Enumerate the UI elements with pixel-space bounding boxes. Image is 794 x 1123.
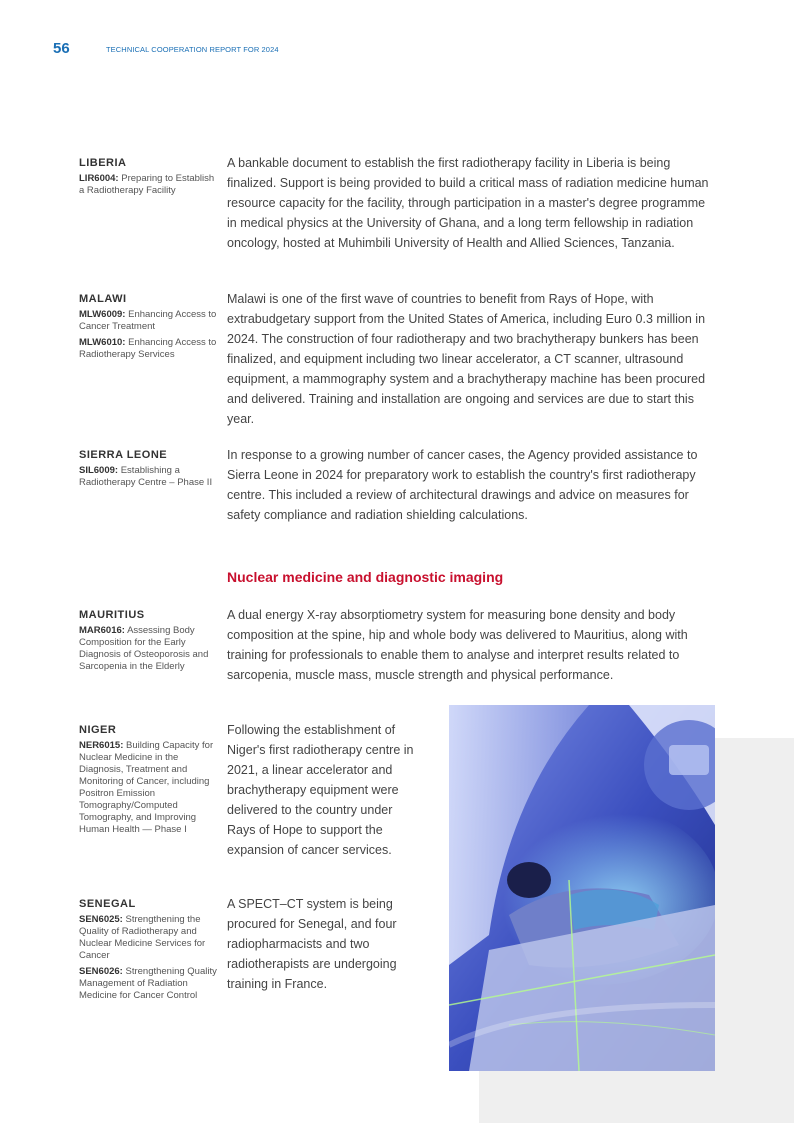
project-title: Enhancing Access to Radiotherapy Services xyxy=(79,337,217,360)
section-body: A bankable document to establish the first radiotherapy facility in Liberia is being finalized. Support is being provided to build a critical mass of radiation medicine human resource capacity for the facility, through participation in a master's degree programme in medical physics at the University of Ghana, and a long term fellowship in radiation oncology, hosted at Muhimbili University of Health and Allied Sciences, Tanzania. xyxy=(227,156,709,250)
project-entry xyxy=(79,173,219,197)
project-code: NER6015: xyxy=(79,740,124,751)
project-code: MLW6010: xyxy=(79,337,126,348)
project-title: Preparing to Establish a Radiotherapy Facility xyxy=(79,173,215,196)
section-body: Following the establishment of Niger's first radiotherapy centre in 2021, a linear accelerator and brachytherapy equipment were delivered to the country under Rays of Hope to support the expansion of cancer services. xyxy=(227,723,414,857)
country-name: SIERRA LEONE xyxy=(79,449,168,461)
project-code: SEN6026: xyxy=(79,966,123,977)
country-name: LIBERIA xyxy=(79,157,127,169)
section-subheading: Nuclear medicine and diagnostic imaging xyxy=(227,569,504,585)
project-code: SEN6025: xyxy=(79,914,123,925)
project-title: Building Capacity for Nuclear Medicine in the Diagnosis, Treatment and Monitoring of Cancer, including Positron Emission Tomography/Computed Tomography, and Improving Human Health — Phase I xyxy=(79,740,214,835)
project-entry xyxy=(79,625,219,673)
project-entry xyxy=(79,337,219,361)
section-body: In response to a growing number of cancer cases, the Agency provided assistance to Sierra Leone in 2024 for preparatory work to establish the country's first radiotherapy centre. This included a review of architectural drawings and advice on measures for safety compliance and radiation shielding calculations. xyxy=(227,448,698,522)
project-code: MLW6009: xyxy=(79,309,126,320)
project-title: Strengthening Quality Management of Radiation Medicine for Cancer Control xyxy=(79,966,217,1001)
project-code: MAR6016: xyxy=(79,625,125,636)
section-sidebar xyxy=(79,724,219,840)
country-name: MAURITIUS xyxy=(79,609,145,621)
section-sidebar xyxy=(79,898,219,1006)
radiotherapy-photo xyxy=(449,705,715,1071)
section-sidebar xyxy=(79,293,219,365)
project-entry xyxy=(79,309,219,333)
section-sidebar xyxy=(79,157,219,201)
project-title: Enhancing Access to Cancer Treatment xyxy=(79,309,217,332)
project-code: LIR6004: xyxy=(79,173,119,184)
project-code: SIL6009: xyxy=(79,465,119,476)
project-title: Strengthening the Quality of Radiotherapy and Nuclear Medicine Services for Cancer xyxy=(79,914,206,961)
country-name: NIGER xyxy=(79,724,117,736)
section-body: Malawi is one of the first wave of countries to benefit from Rays of Hope, with extrabudgetary support from the United States of America, including Euro 0.3 million in 2024. The construction of four radiotherapy and two brachytherapy bunkers has been finalized, and equipment including two linear accelerator, a CT scanner, ultrasound equipment, a mammography system and a brachytherapy machine has been procured and delivered. Training and installation are ongoing and services are due to start this year. xyxy=(227,292,706,426)
project-title: Establishing a Radiotherapy Centre – Phase II xyxy=(79,465,213,488)
project-entry xyxy=(79,914,219,962)
running-title: TECHNICAL COOPERATION REPORT FOR 2024 xyxy=(106,45,279,54)
country-name: MALAWI xyxy=(79,293,127,305)
section-sidebar xyxy=(79,449,219,493)
country-name: SENEGAL xyxy=(79,898,136,910)
project-title: Assessing Body Composition for the Early Diagnosis of Osteoporosis and Sarcopenia in the Elderly xyxy=(79,625,209,672)
page-number: 56 xyxy=(53,40,70,57)
section-sidebar xyxy=(79,609,219,677)
project-entry xyxy=(79,465,219,489)
project-entry xyxy=(79,740,219,836)
section-body: A dual energy X-ray absorptiometry system for measuring bone density and body composition at the spine, hip and whole body was delivered to Mauritius, along with training for professionals to enable them to analyse and interpret results related to sarcopenia, muscle mass, muscle strength and physical performance. xyxy=(227,608,688,682)
section-body: A SPECT–CT system is being procured for Senegal, and four radiopharmacists and two radiotherapists are undergoing training in France. xyxy=(227,897,397,991)
project-entry xyxy=(79,966,219,1002)
